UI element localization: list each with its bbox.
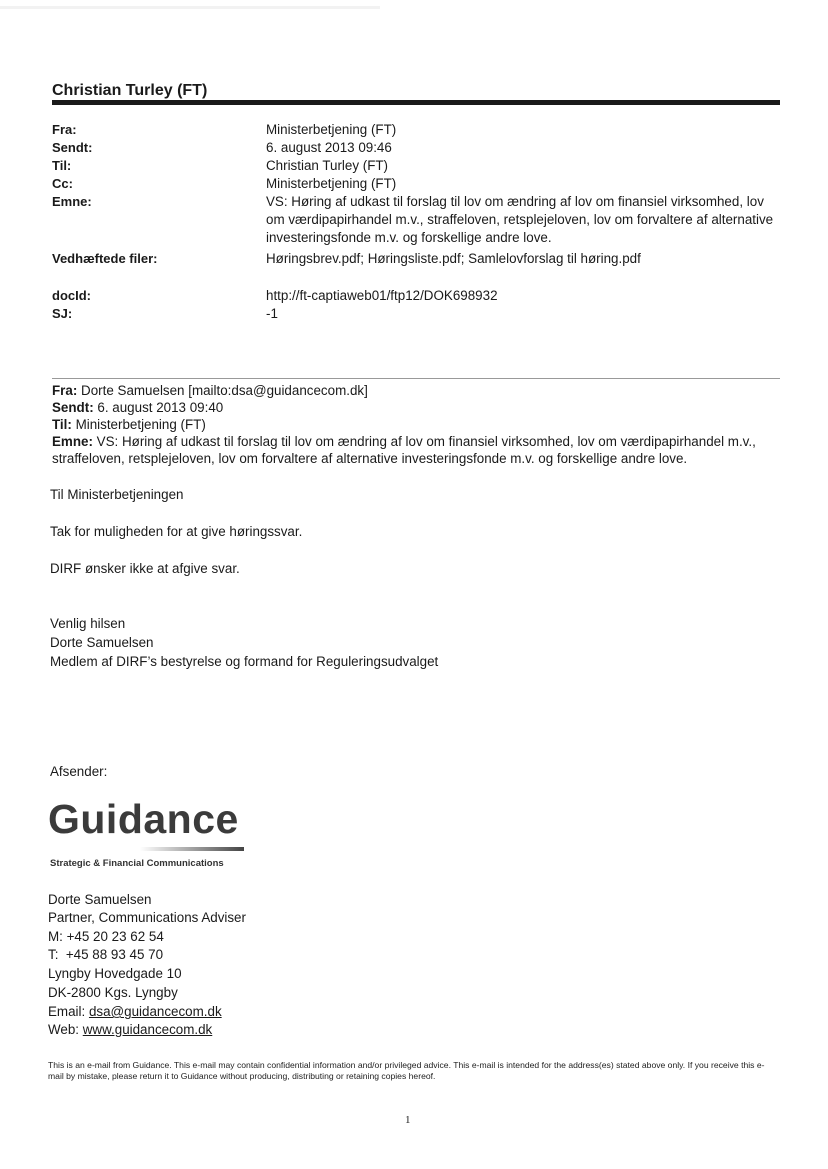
- guidance-logo: Guidance: [48, 796, 239, 842]
- disclaimer: This is an e-mail from Guidance. This e-mail may contain confidential information and/or privileged advice. This e-mail is intended for the address(es) stated above only. If you receive this e-mail by mistake, please return it to Guidance without producing, distributing or retaining copies hereof.: [48, 1060, 765, 1081]
- sig-phone: T: +45 88 93 45 70: [48, 947, 164, 962]
- closing-name: Dorte Samuelsen: [50, 635, 154, 650]
- original-from: [52, 382, 787, 399]
- from-value: Ministerbetjening (FT): [266, 122, 397, 137]
- mailbox-owner-name: Christian Turley (FT): [52, 82, 208, 99]
- docid-label: docId:: [52, 288, 91, 303]
- sig-web: [48, 1021, 212, 1040]
- attachments-value[interactable]: Høringsbrev.pdf; Høringsliste.pdf; Samlelovforslag til høring.pdf: [266, 251, 641, 266]
- sent-value: 6. august 2013 09:46: [266, 140, 392, 155]
- sig-mobile: M: +45 20 23 62 54: [48, 929, 164, 944]
- original-to: [52, 416, 787, 433]
- original-to-label: Til:: [52, 417, 72, 432]
- body-line-2: DIRF ønsker ikke at afgive svar.: [50, 561, 240, 576]
- sig-web-label: Web:: [48, 1022, 80, 1037]
- greeting: Til Ministerbetjeningen: [50, 487, 184, 502]
- original-from-value[interactable]: Dorte Samuelsen [mailto:dsa@guidancecom.dk]: [81, 383, 368, 398]
- sj-label: SJ:: [52, 306, 73, 321]
- subject-label: Emne:: [52, 194, 92, 209]
- closing: Venlig hilsen: [50, 616, 126, 631]
- original-sent-label: Sendt:: [52, 400, 94, 415]
- logo-tagline: Strategic & Financial Communications: [50, 858, 224, 869]
- original-to-value: Ministerbetjening (FT): [75, 417, 206, 432]
- docid-value[interactable]: http://ft-captiaweb01/ftp12/DOK698932: [266, 288, 498, 303]
- to-value: Christian Turley (FT): [266, 158, 389, 173]
- original-from-label: Fra:: [52, 383, 78, 398]
- sig-email-label: Email:: [48, 1004, 86, 1019]
- original-subject-label: Emne:: [52, 434, 93, 449]
- original-sent: [52, 399, 787, 416]
- sig-city: DK-2800 Kgs. Lyngby: [48, 985, 178, 1000]
- separator-line: [52, 378, 780, 379]
- cc-label: Cc:: [52, 176, 73, 191]
- sig-street: Lyngby Hovedgade 10: [48, 966, 182, 981]
- scan-artifact: [0, 6, 380, 9]
- page-number: 1: [405, 1114, 411, 1126]
- to-label: Til:: [52, 158, 72, 173]
- sent-label: Sendt:: [52, 140, 93, 155]
- sj-value: -1: [266, 306, 278, 321]
- sig-web-link[interactable]: www.guidancecom.dk: [82, 1022, 213, 1037]
- body-line-1: Tak for muligheden for at give høringssvar.: [50, 524, 303, 539]
- sig-email-link[interactable]: dsa@guidancecom.dk: [88, 1004, 222, 1019]
- sig-email: [48, 1003, 222, 1022]
- subject-value: VS: Høring af udkast til forslag til lov om ændring af lov om finansiel virksomhed, lov om værdipapirhandel m.v., straffeloven, retsplejeloven, lov om forvaltere af alternative investeringsfonde m.v. og forskellige andre love.: [266, 194, 774, 245]
- cc-value: Ministerbetjening (FT): [266, 176, 397, 191]
- logo-gradient-bar: [140, 847, 244, 851]
- sig-title: Partner, Communications Adviser: [48, 910, 246, 925]
- original-sent-value: 6. august 2013 09:40: [97, 400, 224, 415]
- sender-label: Afsender:: [50, 764, 108, 779]
- from-label: Fra:: [52, 122, 77, 137]
- original-subject: [52, 433, 787, 467]
- attachments-label: Vedhæftede filer:: [52, 251, 158, 266]
- original-subject-value: VS: Høring af udkast til forslag til lov om ændring af lov om finansiel virksomhed, lov om værdipapirhandel m.v., straffeloven, retsplejeloven, lov om forvaltere af alternative investeringsfonde m.v. og forskellige andre love.: [52, 434, 756, 466]
- sig-name: Dorte Samuelsen: [48, 892, 152, 907]
- header-rule: [52, 100, 780, 105]
- closing-role: Medlem af DIRF’s bestyrelse og formand for Reguleringsudvalget: [50, 654, 439, 669]
